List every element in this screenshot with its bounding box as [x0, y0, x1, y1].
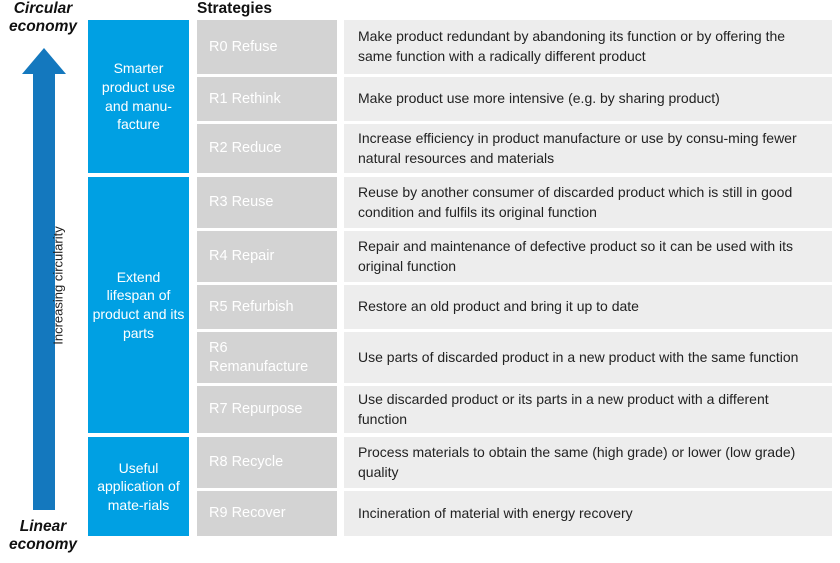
- strategy-code: R8 Recycle: [197, 437, 337, 488]
- axis-rotated-label: Increasing circularity: [50, 226, 66, 345]
- strategy-code: R4 Repair: [197, 231, 337, 282]
- strategy-description: [337, 386, 832, 433]
- strategy-row: [197, 491, 832, 536]
- strategy-row: [197, 231, 832, 282]
- strategy-description-text: Repair and maintenance of defective product so it can be used with its original function: [358, 237, 794, 274]
- strategy-description-text: Reuse by another consumer of discarded product which is still in good condition and fulfils its original function: [358, 183, 793, 220]
- strategy-row: [197, 437, 832, 488]
- strategy-row: [197, 77, 832, 121]
- strategy-row: [197, 386, 832, 433]
- group-label: Extend lifespan of product and its parts: [92, 268, 185, 341]
- strategy-description: [337, 332, 832, 383]
- strategy-description: [337, 77, 832, 121]
- strategy-description-text: Incineration of material with energy recovery: [358, 504, 633, 521]
- strategy-description: [337, 285, 832, 329]
- strategy-description: [337, 177, 832, 228]
- strategy-code: R2 Reduce: [197, 124, 337, 173]
- group-box-smarter-product-use: [88, 20, 189, 173]
- strategy-code: R1 Rethink: [197, 77, 337, 121]
- axis-bottom-label: Linear economy: [8, 518, 78, 553]
- strategies-header: Strategies: [197, 0, 272, 17]
- group-label: Useful application of mate-rials: [97, 459, 180, 513]
- group-box-useful-application: [88, 437, 189, 536]
- strategy-description: [337, 491, 832, 536]
- strategy-row: [197, 124, 832, 173]
- strategy-description-text: Make product redundant by abandoning its function or by offering the same function with a radically different product: [358, 28, 786, 64]
- strategy-description-text: Process materials to obtain the same (high grade) or lower (low grade) quality: [358, 443, 796, 480]
- strategy-description: [337, 231, 832, 282]
- group-box-extend-lifespan: [88, 177, 189, 433]
- strategy-code: R3 Reuse: [197, 177, 337, 228]
- strategy-row: [197, 332, 832, 383]
- strategy-description: [337, 20, 832, 74]
- strategy-code: R6 Remanufacture: [197, 332, 337, 383]
- strategy-description-text: Make product use more intensive (e.g. by sharing product): [358, 90, 720, 107]
- strategy-code: R0 Refuse: [197, 20, 337, 74]
- group-label: Smarter product use and manu-facture: [101, 60, 176, 133]
- strategy-description-text: Use parts of discarded product in a new product with the same function: [358, 348, 799, 365]
- circularity-axis: [0, 0, 88, 563]
- strategy-row: [197, 177, 832, 228]
- strategy-description: [337, 437, 832, 488]
- axis-top-label: Circular economy: [8, 0, 78, 35]
- strategy-description-text: Restore an old product and bring it up to date: [358, 298, 639, 315]
- strategy-row: [197, 285, 832, 329]
- strategy-code: R9 Recover: [197, 491, 337, 536]
- strategy-code: R5 Refurbish: [197, 285, 337, 329]
- strategy-description-text: Increase efficiency in product manufacture or use by consu-ming fewer natural resources and materials: [358, 129, 797, 166]
- increasing-circularity-arrow-icon: [22, 48, 66, 510]
- strategy-row: [197, 20, 832, 74]
- strategy-description: [337, 124, 832, 173]
- strategy-description-text: Use discarded product or its parts in a new product with a different function: [358, 390, 769, 427]
- strategy-code: R7 Repurpose: [197, 386, 337, 433]
